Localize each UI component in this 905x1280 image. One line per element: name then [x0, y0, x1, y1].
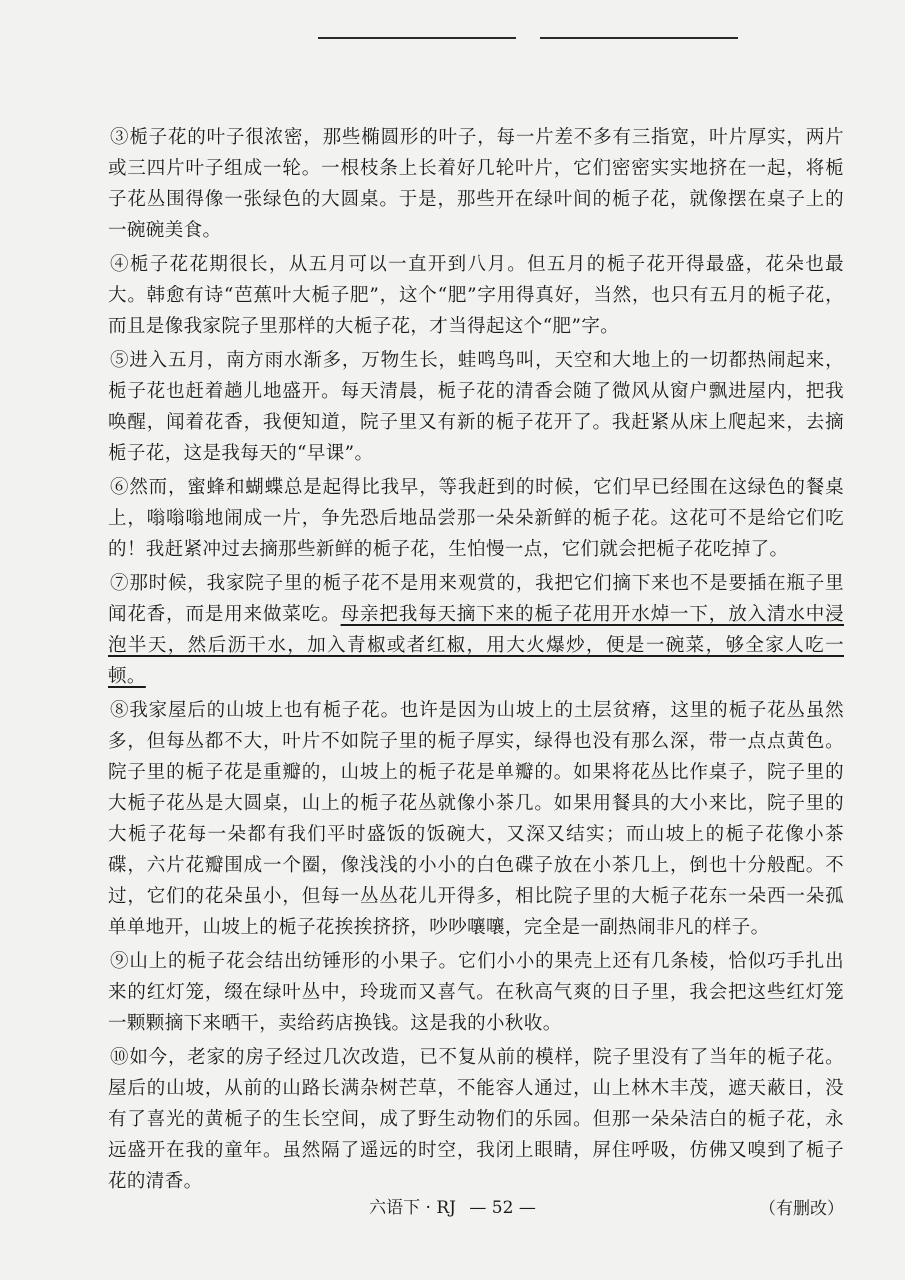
footer-book-label: 六语下 · RJ	[369, 1198, 456, 1218]
paragraph-7-underlined-sentence: 母亲把我每天摘下来的栀子花用开水焯一下，放入清水中浸泡半天，然后沥干水，加入青椒或者红椒，用大火爆炒，便是一碗菜，够全家人吃一顿。	[108, 604, 844, 687]
paragraph-4: ④栀子花花期很长，从五月可以一直开到八月。但五月的栀子花开得最盛，花朵也最大。韩愈有诗“芭蕉叶大栀子肥”，这个“肥”字用得真好，当然，也只有五月的栀子花，而且是像我家院子里那样的大栀子花，才当得起这个“肥”字。	[108, 254, 844, 337]
header-rule-left	[318, 37, 516, 39]
paragraph-6: ⑥然而，蜜蜂和蝴蝶总是起得比我早，等我赶到的时候，它们早已经围在这绿色的餐桌上，嗡嗡嗡地闹成一片，争先恐后地品尝那一朵朵新鲜的栀子花。这花可不是给它们吃的！我赶紧冲过去摘那些新鲜的栀子花，生怕慢一点，它们就会把栀子花吃掉了。	[108, 477, 844, 560]
paragraph-10: ⑩如今，老家的房子经过几次改造，已不复从前的模样，院子里没有了当年的栀子花。屋后的山坡，从前的山路长满杂树芒草，不能容人通过，山上林木丰茂，遮天蔽日，没有了喜光的黄栀子的生长空间，成了野生动物们的乐园。但那一朵朵洁白的栀子花，永远盛开在我的童年。虽然隔了遥远的时空，我闭上眼睛，屏住呼吸，仿佛又嗅到了栀子花的清香。	[108, 1047, 844, 1192]
paragraph-5: ⑤进入五月，南方雨水渐多，万物生长，蛙鸣鸟叫，天空和大地上的一切都热闹起来，栀子花也赶着趟儿地盛开。每天清晨，栀子花的清香会随了微风从窗户飘进屋内，把我唤醒，闻着花香，我便知道，院子里又有新的栀子花开了。我赶紧从床上爬起来，去摘栀子花，这是我每天的“早课”。	[108, 350, 844, 464]
paragraph-3: ③栀子花的叶子很浓密，那些椭圆形的叶子，每一片差不多有三指宽，叶片厚实，两片或三四片叶子组成一轮。一根枝条上长着好几轮叶片，它们密密实实地挤在一起，将栀子花丛围得像一张绿色的大圆桌。于是，那些开在绿叶间的栀子花，就像摆在桌子上的一碗碗美食。	[108, 127, 844, 241]
article-body	[108, 122, 844, 1222]
page-footer	[0, 1193, 905, 1218]
paragraph-9: ⑨山上的栀子花会结出纺锤形的小果子。它们小小的果壳上还有几条棱，恰似巧手扎出来的红灯笼，缀在绿叶丛中，玲珑而又喜气。在秋高气爽的日子里，我会把这些红灯笼一颗颗摘下来晒干，卖给药店换钱。这是我的小秋收。	[108, 951, 844, 1034]
paragraph-7-plain: ⑦那时候，我家院子里的栀子花不是用来观赏的，我把它们摘下来也不是要插在瓶子里闻花香，而是用来做菜吃。	[108, 573, 844, 625]
paragraph-7	[108, 568, 844, 692]
footer-page-number: — 52 —	[469, 1198, 536, 1218]
source-note: （有删改）	[759, 1199, 844, 1219]
paragraph-8: ⑧我家屋后的山坡上也有栀子花。也许是因为山坡上的土层贫瘠，这里的栀子花丛虽然多，但每丛都不大，叶片不如院子里的栀子厚实，绿得也没有那么深，带一点点黄色。院子里的栀子花是重瓣的，山坡上的栀子花是单瓣的。如果将花丛比作桌子，院子里的大栀子花丛是大圆桌，山上的栀子花丛就像小茶几。如果用餐具的大小来比，院子里的大栀子花每一朵都有我们平时盛饭的饭碗大，又深又结实；而山坡上的栀子花像小茶碟，六片花瓣围成一个圈，像浅浅的小小的白色碟子放在小茶几上，倒也十分般配。不过，它们的花朵虽小，但每一丛丛花儿开得多，相比院子里的大栀子花东一朵西一朵孤单单地开，山坡上的栀子花挨挨挤挤，吵吵嚷嚷，完全是一副热闹非凡的样子。	[108, 700, 844, 938]
header-rule-right	[540, 37, 738, 39]
